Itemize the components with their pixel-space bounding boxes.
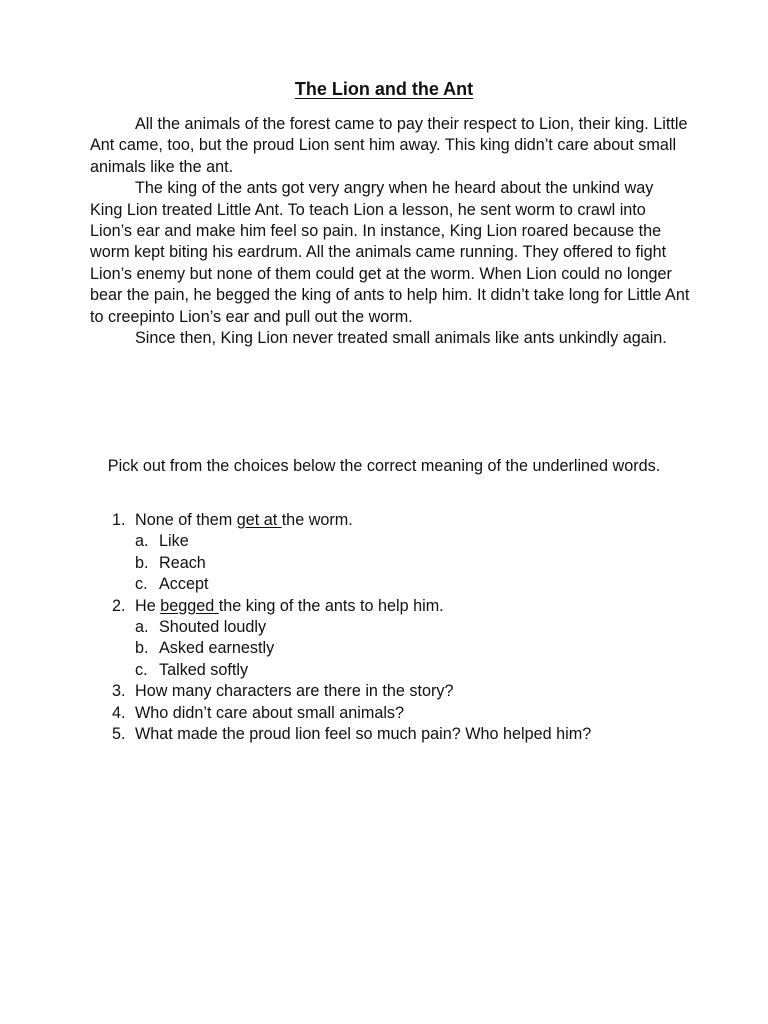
question-number: 4. — [112, 703, 126, 722]
story-paragraph: The king of the ants got very angry when he heard about the unkind way King Lion treated Little Ant. To teach Lion a lesson, he sent worm to crawl into Lion’s ear and make him feel so pain. In instance, King Lion roared because the worm kept biting his eardrum. All the animals came running. They offered to fight Lion’s enemy but none of them could get at the worm. When Lion could no longer bear the pain, he begged the king of ants to help him. It didn’t take long for Little Ant to creepinto Lion’s ear and pull out the worm. — [90, 179, 690, 326]
option-letter: c. — [135, 575, 148, 594]
question-text: the king of the ants to help him. — [218, 596, 444, 615]
story-text — [90, 114, 690, 349]
question-number: 3. — [112, 682, 126, 701]
option-text: Accept — [159, 575, 209, 594]
question-text: What made the proud lion feel so much pain? Who helped him? — [135, 725, 592, 744]
option-text: Reach — [159, 553, 206, 572]
underlined-word: begged — [160, 596, 219, 615]
answer-option — [112, 574, 712, 595]
answer-option — [112, 531, 712, 552]
document-title: The Lion and the Ant — [294, 79, 474, 99]
question-item — [112, 510, 712, 531]
option-text: Talked softly — [159, 660, 249, 679]
underlined-word: get at — [236, 511, 282, 529]
option-letter: a. — [135, 618, 149, 637]
question-text: He — [135, 596, 161, 615]
option-text: Shouted loudly — [159, 618, 267, 637]
question-item — [112, 724, 712, 745]
question-number: 1. — [112, 511, 126, 529]
question-list — [112, 510, 712, 745]
option-text: Asked earnestly — [159, 639, 275, 658]
question-item — [112, 681, 712, 702]
answer-option — [112, 617, 712, 638]
answer-option — [112, 660, 712, 681]
question-text: Who didn’t care about small animals? — [135, 703, 405, 722]
option-letter: b. — [135, 553, 149, 572]
option-letter: c. — [135, 660, 148, 679]
answer-option — [112, 553, 712, 574]
question-text: the worm. — [281, 511, 353, 529]
story-paragraph: All the animals of the forest came to pay their respect to Lion, their king. Little Ant came, too, but the proud Lion sent him away. This king didn’t care about small animals like the ant. — [90, 115, 688, 176]
question-text: None of them — [135, 511, 237, 529]
option-letter: b. — [135, 639, 149, 658]
option-text: Like — [159, 532, 189, 551]
question-text: How many characters are there in the story? — [135, 682, 454, 701]
answer-option — [112, 638, 712, 659]
question-number: 5. — [112, 725, 126, 744]
question-item — [112, 596, 712, 617]
story-paragraph: Since then, King Lion never treated small animals like ants unkindly again. — [135, 329, 667, 348]
question-item — [112, 703, 712, 724]
exercise-instructions: Pick out from the choices below the correct meaning of the underlined words. — [107, 457, 661, 475]
option-letter: a. — [135, 532, 149, 551]
question-number: 2. — [112, 596, 126, 615]
